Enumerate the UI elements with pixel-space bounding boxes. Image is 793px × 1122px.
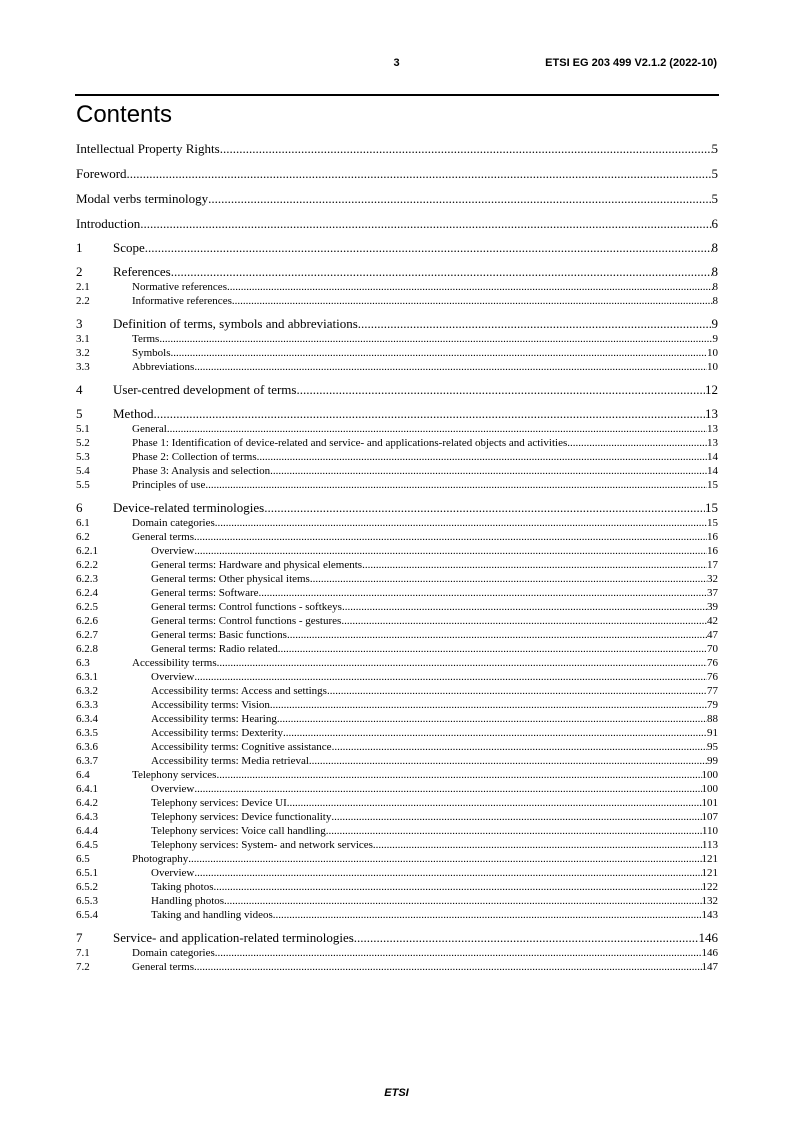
toc-entry-number: 6.2.4	[76, 587, 98, 599]
toc-entry-title: Handling photos	[151, 895, 225, 907]
toc-entry-page: 9	[712, 333, 718, 345]
toc-entry-number: 6.5.4	[76, 909, 98, 921]
toc-dot-leader	[354, 930, 699, 946]
toc-entry-title: Introduction	[76, 216, 141, 231]
toc-entry-number: 1	[76, 240, 83, 255]
toc-entry-page: 147	[701, 961, 718, 973]
toc-entry[interactable]	[76, 530, 718, 544]
toc-entry-title: Domain categories	[132, 947, 215, 959]
toc-entry-page: 132	[701, 895, 718, 907]
toc-dot-leader	[153, 406, 705, 422]
toc-entry-page: 14	[707, 465, 718, 477]
document-id: ETSI EG 203 499 V2.1.2 (2022-10)	[545, 57, 717, 69]
toc-entry-number: 6.3.2	[76, 685, 98, 697]
toc-entry-title: Telephony services: Device functionality	[151, 811, 332, 823]
toc-dot-leader	[188, 852, 701, 866]
toc-entry-title: Accessibility terms	[132, 657, 217, 669]
toc-entry-title: Accessibility terms: Media retrieval	[151, 755, 309, 767]
toc-entry[interactable]	[76, 852, 718, 866]
toc-entry-title: Principles of use	[132, 479, 206, 491]
toc-dot-leader	[331, 810, 701, 824]
toc-entry-number: 2.1	[76, 281, 90, 293]
toc-entry-title: Accessibility terms: Hearing	[151, 713, 277, 725]
toc-entry-number: 6.4.2	[76, 797, 98, 809]
table-of-contents	[76, 141, 718, 974]
toc-entry-number: 6.3.6	[76, 741, 98, 753]
toc-entry-page: 8	[712, 295, 718, 307]
toc-dot-leader	[567, 436, 707, 450]
toc-entry-number: 3.2	[76, 347, 90, 359]
toc-entry-number: 2.2	[76, 295, 90, 307]
toc-dot-leader	[208, 191, 711, 207]
toc-entry[interactable]	[76, 406, 718, 422]
toc-entry-number: 6.2.7	[76, 629, 98, 641]
toc-entry-number: 6.4.5	[76, 839, 98, 851]
toc-dot-leader	[159, 332, 712, 346]
toc-entry-number: 7	[76, 930, 83, 945]
toc-entry-page: 5	[711, 166, 718, 181]
toc-entry-page: 16	[707, 531, 718, 543]
toc-entry[interactable]	[76, 558, 718, 572]
toc-dot-leader	[194, 670, 707, 684]
toc-entry-page: 107	[701, 811, 718, 823]
toc-entry[interactable]	[76, 478, 718, 492]
toc-entry[interactable]	[76, 600, 718, 614]
toc-entry[interactable]	[76, 586, 718, 600]
toc-entry-title: General	[132, 423, 167, 435]
toc-entry-page: 10	[707, 347, 718, 359]
toc-entry[interactable]	[76, 768, 718, 782]
toc-entry[interactable]	[76, 684, 718, 698]
toc-entry[interactable]	[76, 656, 718, 670]
toc-entry-page: 70	[707, 643, 718, 655]
toc-dot-leader	[127, 166, 712, 182]
toc-entry-number: 6.2.6	[76, 615, 98, 627]
toc-entry-title: Symbols	[132, 347, 171, 359]
toc-entry-page: 113	[701, 839, 718, 851]
toc-entry[interactable]	[76, 422, 718, 436]
toc-entry-page: 91	[707, 727, 718, 739]
toc-dot-leader	[358, 316, 712, 332]
toc-entry-number: 5	[76, 406, 83, 421]
toc-entry-title: Accessibility terms: Dexterity	[151, 727, 283, 739]
toc-dot-leader	[327, 684, 707, 698]
toc-entry-title: Telephony services: Device UI	[151, 797, 287, 809]
toc-entry[interactable]	[76, 930, 718, 946]
toc-entry-page: 10	[707, 361, 718, 373]
toc-entry-page: 76	[707, 671, 718, 683]
toc-entry-title: Phase 1: Identification of device-related and service- and applications-related objects and activities	[132, 437, 568, 449]
toc-entry-page: 88	[707, 713, 718, 725]
toc-entry[interactable]	[76, 670, 718, 684]
toc-entry-page: 5	[711, 191, 718, 206]
toc-entry-page: 13	[707, 437, 718, 449]
toc-entry-title: General terms: Control functions - softkeys	[151, 601, 342, 613]
toc-entry-page: 8	[711, 240, 718, 255]
toc-entry-number: 2	[76, 264, 83, 279]
toc-entry[interactable]	[76, 712, 718, 726]
toc-entry[interactable]	[76, 360, 718, 374]
toc-entry-page: 8	[712, 281, 718, 293]
toc-entry-page: 13	[707, 423, 718, 435]
toc-entry-number: 3.1	[76, 333, 90, 345]
toc-dot-leader	[270, 464, 707, 478]
toc-entry-page: 17	[707, 559, 718, 571]
toc-dot-leader	[194, 360, 707, 374]
toc-entry-page: 100	[701, 769, 718, 781]
toc-entry-page: 101	[701, 797, 718, 809]
toc-entry[interactable]	[76, 614, 718, 628]
toc-entry-title: Telephony services	[132, 769, 217, 781]
toc-entry-number: 6.5.3	[76, 895, 98, 907]
toc-entry-page: 9	[711, 316, 718, 331]
toc-entry-title: Phase 3: Analysis and selection	[132, 465, 271, 477]
toc-entry-number: 6.5.1	[76, 867, 98, 879]
toc-entry-title: Abbreviations	[132, 361, 195, 373]
toc-dot-leader	[373, 838, 702, 852]
toc-dot-leader	[215, 946, 702, 960]
toc-dot-leader	[270, 698, 707, 712]
toc-entry-number: 6.5	[76, 853, 90, 865]
toc-entry-page: 5	[711, 141, 718, 156]
toc-entry[interactable]	[76, 824, 718, 838]
toc-dot-leader	[296, 382, 705, 398]
toc-entry-title: General terms: Other physical items	[151, 573, 310, 585]
toc-entry[interactable]	[76, 740, 718, 754]
toc-entry[interactable]	[76, 726, 718, 740]
toc-dot-leader	[341, 614, 707, 628]
toc-entry-number: 6.1	[76, 517, 90, 529]
toc-dot-leader	[227, 280, 713, 294]
toc-dot-leader	[194, 782, 701, 796]
toc-entry-page: 121	[701, 853, 718, 865]
toc-entry-title: Overview	[151, 783, 195, 795]
toc-entry-title: Method	[113, 406, 154, 421]
toc-entry[interactable]	[76, 450, 718, 464]
toc-dot-leader	[264, 500, 705, 516]
toc-entry-page: 39	[707, 601, 718, 613]
toc-entry[interactable]	[76, 500, 718, 516]
toc-entry[interactable]	[76, 332, 718, 346]
toc-entry-number: 4	[76, 382, 83, 397]
toc-entry-page: 143	[701, 909, 718, 921]
toc-entry-number: 6.3.4	[76, 713, 98, 725]
toc-dot-leader	[232, 294, 713, 308]
toc-dot-leader	[145, 240, 712, 256]
toc-dot-leader	[277, 712, 707, 726]
toc-entry-number: 6.2.8	[76, 643, 98, 655]
toc-entry-number: 6.2.1	[76, 545, 98, 557]
toc-entry-title: Service- and application-related terminologies	[113, 930, 354, 945]
toc-entry-page: 100	[701, 783, 718, 795]
toc-entry-title: Modal verbs terminology	[76, 191, 209, 206]
toc-entry-title: Phase 2: Collection of terms	[132, 451, 257, 463]
toc-dot-leader	[217, 656, 707, 670]
toc-entry[interactable]	[76, 628, 718, 642]
toc-entry-page: 16	[707, 545, 718, 557]
toc-entry[interactable]	[76, 908, 718, 922]
toc-dot-leader	[194, 530, 707, 544]
toc-entry-page: 13	[705, 406, 718, 421]
toc-entry-title: Overview	[151, 671, 195, 683]
toc-entry-title: Scope	[113, 240, 145, 255]
toc-entry-title: Overview	[151, 545, 195, 557]
toc-entry[interactable]	[76, 544, 718, 558]
footer-etsi: ETSI	[384, 1087, 409, 1099]
toc-entry-number: 5.3	[76, 451, 90, 463]
toc-dot-leader	[194, 544, 707, 558]
toc-entry-title: General terms: Radio related	[151, 643, 278, 655]
toc-entry-title: Taking photos	[151, 881, 214, 893]
toc-entry-page: 6	[711, 216, 718, 231]
toc-entry-title: Telephony services: Voice call handling	[151, 825, 326, 837]
toc-entry[interactable]	[76, 264, 718, 280]
toc-entry[interactable]	[76, 894, 718, 908]
toc-entry[interactable]	[76, 516, 718, 530]
toc-entry-number: 6.3.1	[76, 671, 98, 683]
toc-entry-number: 6.4.3	[76, 811, 98, 823]
toc-entry-number: 6.3.3	[76, 699, 98, 711]
toc-entry-title: References	[113, 264, 171, 279]
toc-entry[interactable]	[76, 166, 718, 182]
toc-entry-number: 6.5.2	[76, 881, 98, 893]
toc-dot-leader	[194, 866, 701, 880]
toc-dot-leader	[287, 628, 707, 642]
toc-entry[interactable]	[76, 838, 718, 852]
page-number: 3	[393, 57, 400, 69]
toc-entry-number: 3	[76, 316, 83, 331]
toc-entry-number: 6.4.1	[76, 783, 98, 795]
toc-entry-page: 12	[705, 382, 718, 397]
toc-entry-number: 6.2.3	[76, 573, 98, 585]
toc-entry[interactable]	[76, 698, 718, 712]
toc-entry-page: 79	[707, 699, 718, 711]
toc-entry[interactable]	[76, 880, 718, 894]
toc-entry[interactable]	[76, 796, 718, 810]
toc-entry-page: 15	[707, 479, 718, 491]
toc-dot-leader	[283, 726, 707, 740]
toc-entry-title: General terms	[132, 531, 194, 543]
toc-entry[interactable]	[76, 866, 718, 880]
toc-entry-number: 5.2	[76, 437, 90, 449]
toc-entry-page: 110	[701, 825, 718, 837]
toc-entry-number: 6.2.2	[76, 559, 98, 571]
toc-entry[interactable]	[76, 280, 718, 294]
toc-entry-title: Domain categories	[132, 517, 215, 529]
toc-entry-title: User-centred development of terms	[113, 382, 297, 397]
toc-entry-title: Intellectual Property Rights	[76, 141, 220, 156]
toc-dot-leader	[171, 346, 707, 360]
toc-entry-title: Accessibility terms: Access and settings	[151, 685, 327, 697]
toc-dot-leader	[326, 824, 702, 838]
toc-entry-number: 7.1	[76, 947, 90, 959]
toc-entry-title: Terms	[132, 333, 160, 345]
toc-entry[interactable]	[76, 191, 718, 207]
toc-entry-title: Informative references	[132, 295, 232, 307]
toc-entry-page: 37	[707, 587, 718, 599]
toc-dot-leader	[224, 894, 701, 908]
toc-entry-title: Accessibility terms: Vision	[151, 699, 270, 711]
toc-entry[interactable]	[76, 382, 718, 398]
toc-entry-title: Overview	[151, 867, 195, 879]
toc-entry-number: 3.3	[76, 361, 90, 373]
toc-dot-leader	[215, 516, 707, 530]
toc-entry-number: 5.5	[76, 479, 90, 491]
toc-entry-page: 15	[707, 517, 718, 529]
toc-entry[interactable]	[76, 316, 718, 332]
toc-dot-leader	[220, 141, 712, 157]
toc-entry-title: Accessibility terms: Cognitive assistance	[151, 741, 332, 753]
toc-entry-number: 6.3	[76, 657, 90, 669]
toc-dot-leader	[194, 960, 702, 974]
toc-entry[interactable]	[76, 141, 718, 157]
toc-entry-title: Photography	[132, 853, 189, 865]
toc-dot-leader	[273, 908, 702, 922]
toc-entry-title: Taking and handling videos	[151, 909, 273, 921]
toc-entry-title: Normative references	[132, 281, 227, 293]
toc-entry-number: 6.4.4	[76, 825, 98, 837]
toc-entry-page: 77	[707, 685, 718, 697]
toc-dot-leader	[309, 754, 707, 768]
toc-entry[interactable]	[76, 294, 718, 308]
toc-entry-number: 6	[76, 500, 83, 515]
toc-dot-leader	[342, 600, 707, 614]
toc-entry-page: 42	[707, 615, 718, 627]
toc-entry-number: 5.4	[76, 465, 90, 477]
toc-entry[interactable]	[76, 464, 718, 478]
toc-entry[interactable]	[76, 782, 718, 796]
toc-entry-page: 76	[707, 657, 718, 669]
toc-dot-leader	[213, 880, 701, 894]
toc-entry[interactable]	[76, 642, 718, 656]
toc-entry-title: Device-related terminologies	[113, 500, 265, 515]
toc-dot-leader	[171, 264, 712, 280]
toc-entry-number: 7.2	[76, 961, 90, 973]
toc-entry[interactable]	[76, 754, 718, 768]
toc-dot-leader	[310, 572, 707, 586]
toc-entry-page: 14	[707, 451, 718, 463]
toc-entry-title: General terms	[132, 961, 194, 973]
toc-entry-page: 8	[711, 264, 718, 279]
toc-entry-page: 122	[701, 881, 718, 893]
toc-entry[interactable]	[76, 216, 718, 232]
toc-entry-number: 5.1	[76, 423, 90, 435]
toc-entry-title: General terms: Basic functions	[151, 629, 287, 641]
toc-dot-leader	[362, 558, 707, 572]
toc-entry-number: 6.3.5	[76, 727, 98, 739]
toc-entry[interactable]	[76, 436, 718, 450]
toc-entry-number: 6.2.5	[76, 601, 98, 613]
toc-entry-number: 6.2	[76, 531, 90, 543]
toc-entry[interactable]	[76, 810, 718, 824]
toc-entry[interactable]	[76, 240, 718, 256]
toc-entry-title: General terms: Control functions - gestures	[151, 615, 342, 627]
toc-entry[interactable]	[76, 346, 718, 360]
toc-entry-page: 15	[705, 500, 718, 515]
toc-entry-page: 95	[707, 741, 718, 753]
toc-entry-title: General terms: Software	[151, 587, 259, 599]
toc-entry-page: 146	[698, 930, 718, 945]
toc-entry-number: 6.3.7	[76, 755, 98, 767]
toc-dot-leader	[167, 422, 707, 436]
toc-entry-number: 6.4	[76, 769, 90, 781]
page-title: Contents	[76, 101, 173, 128]
toc-entry-title: General terms: Hardware and physical elements	[151, 559, 363, 571]
toc-entry[interactable]	[76, 946, 718, 960]
toc-dot-leader	[332, 740, 707, 754]
toc-dot-leader	[257, 450, 707, 464]
toc-entry-page: 99	[707, 755, 718, 767]
toc-entry-page: 32	[707, 573, 718, 585]
toc-entry[interactable]	[76, 572, 718, 586]
toc-dot-leader	[216, 768, 701, 782]
toc-entry-title: Telephony services: System- and network services	[151, 839, 373, 851]
toc-dot-leader	[205, 478, 707, 492]
toc-entry-page: 47	[707, 629, 718, 641]
toc-entry-title: Definition of terms, symbols and abbreviations	[113, 316, 358, 331]
toc-entry[interactable]	[76, 960, 718, 974]
toc-dot-leader	[278, 642, 707, 656]
toc-dot-leader	[287, 796, 702, 810]
toc-entry-page: 121	[701, 867, 718, 879]
toc-dot-leader	[259, 586, 707, 600]
toc-dot-leader	[140, 216, 711, 232]
header-rule	[75, 94, 719, 96]
toc-entry-page: 146	[701, 947, 718, 959]
toc-entry-title: Foreword	[76, 166, 127, 181]
